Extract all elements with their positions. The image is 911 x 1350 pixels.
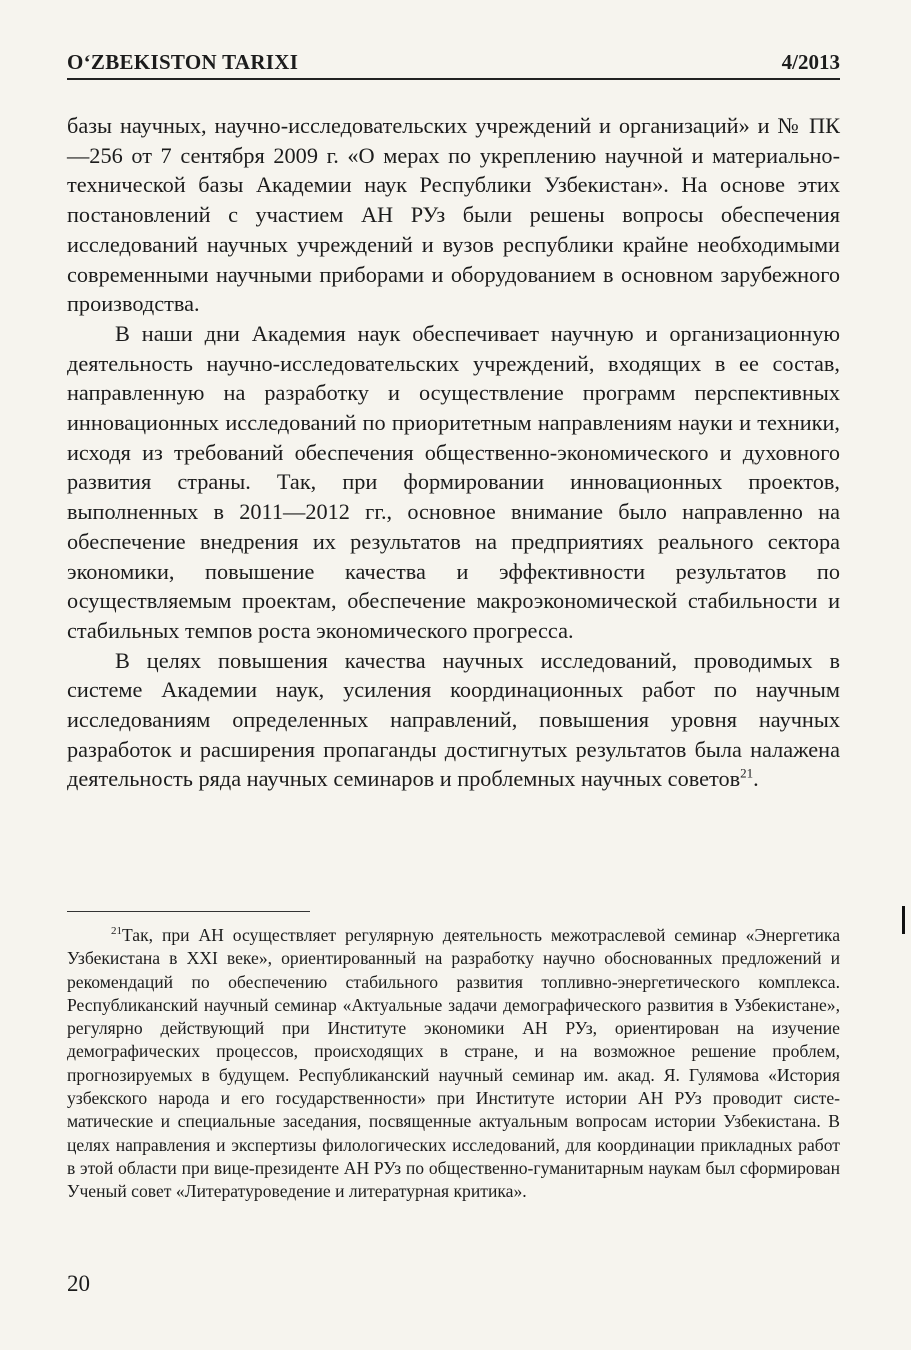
paragraph-text: В наши дни Академия наук обеспечивает научную и организационную деятельность научно-исследовательских учреждений, входящих в ее состав, направленную на разработку и осуществление программ перспективных инновационных исследований по приоритетным направлениям науки и техники, исходя из требований обеспечения общественно-экономического и духовного развития страны. Так, при формировании инновационных проектов, выполненных в 2011—2012 гг., основное внимание было направленно на обеспечение внедрения их результатов на предприятиях реального сектора экономики, повышение качества и эффективности результатов по осуществляемым проектам, обеспечение макроэкономической стабильности и стабильных темпов роста экономического прогресса. xyxy=(67,320,840,643)
body-paragraph xyxy=(67,646,840,795)
issue-number: 4/2013 xyxy=(781,50,840,74)
running-header xyxy=(67,52,840,80)
footnote-reference[interactable]: 21 xyxy=(740,766,754,782)
main-text xyxy=(67,111,840,794)
journal-title: O‘ZBEKISTON TARIXI xyxy=(67,50,299,74)
paragraph-end: . xyxy=(753,766,759,792)
page-number: 20 xyxy=(67,1271,90,1296)
footnote-number: 21 xyxy=(111,925,122,938)
body-paragraph: базы научных, научно-исследовательских учреждений и организаций» и № ПК—256 от 7 сентября 2009 г. «О мерах по укреплению научной и материально-технической базы Академии наук Республики Узбекистан». На основе этих постановлений с участием АН РУз были решены вопросы обеспечения исследований научных учреждений и вузов республики крайне необходимыми современными научными приборами и оборудованием в основном зарубежного производства. xyxy=(67,113,840,317)
scan-margin-mark xyxy=(902,906,905,934)
paragraph-text: В целях повышения качества научных исследований, проводимых в системе Академии наук, усиления координационных работ по научным исследованиям определенных направлений, повышения уровня научных разработок и расширения пропаганды достигнутых результатов была налажена деятельность ряда научных семинаров и проблемных научных советов xyxy=(67,647,840,792)
body-paragraph xyxy=(67,319,840,646)
footnote-separator xyxy=(67,911,310,912)
footnote xyxy=(67,924,840,1204)
footnote-text: Так, при АН осуществляет регулярную деятельность межотраслевой семинар «Энергетика Узбекистана в XXI веке», ориентированный на разработку научно обоснованных предложений и рекомендаций по обеспечению стабильного развития топливно-энергетического комплекса. Республиканский научный семинар «Актуальные задачи демографического развития в Узбекистане», регулярно действующий при Институте экономики АН РУз, ориентирован на изучение демографических процессов, происходящих в стране, и на возможное решение проблем, прогнозируемых в будущем. Республиканский научный семинар им. акад. Я. Гулямова «История узбекского народа и его государственности» при Институте истории АН РУз проводит систематические и специальные заседания, посвященные актуальным вопросам истории Узбекистана. В целях направления и экспертизы филологических исследований, для координации прикладных работ в этой области при вице-президенте АН РУз по общественно-гуманитарным наукам был сформирован Ученый совет «Литературоведение и литературная критика». xyxy=(67,925,840,1202)
